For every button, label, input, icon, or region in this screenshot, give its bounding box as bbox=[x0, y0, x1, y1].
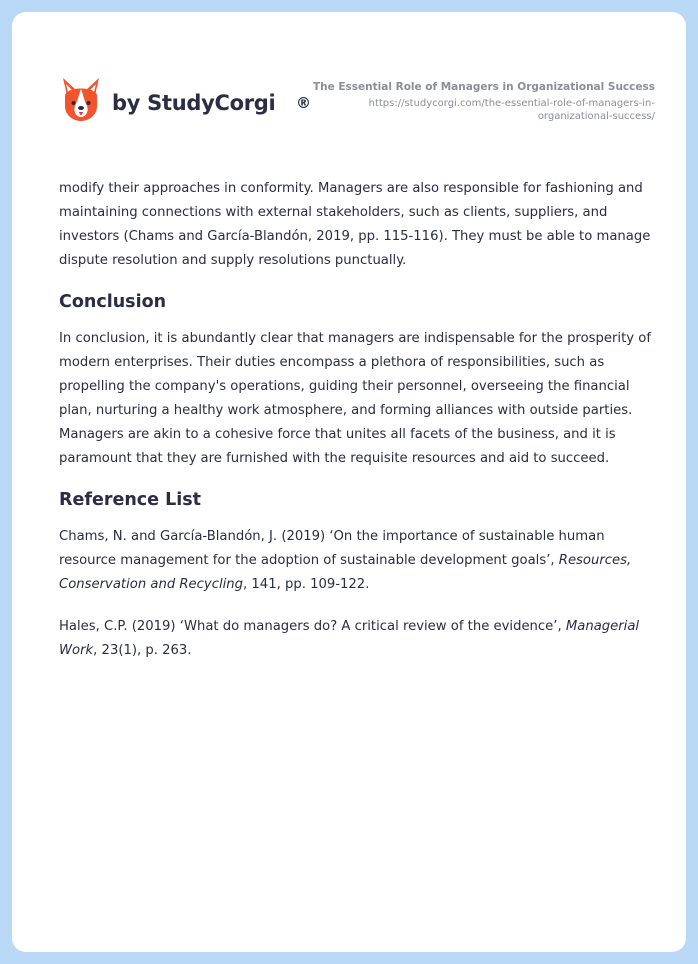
reference-entry bbox=[59, 525, 659, 597]
document-content bbox=[59, 177, 659, 663]
intro-paragraph: modify their approaches in conformity. Managers are also responsible for fashioning and maintaining connections with external stakeholders, such as clients, suppliers, and investors (Chams and García-Blandón, 2019, pp. 115-116). They must be able to manage dispute resolution and supply resolutions punctually. bbox=[59, 181, 651, 268]
reference-entry bbox=[59, 615, 659, 663]
reference-list-heading: Reference List bbox=[59, 490, 202, 510]
reference-text: Chams, N. and García-Blandón, J. (2019) ‘On the importance of sustainable human resource management for the adoption of sustainable development goals’, bbox=[59, 529, 605, 568]
conclusion-paragraph: In conclusion, it is abundantly clear that managers are indispensable for the prosperity of modern enterprises. Their duties encompass a plethora of responsibilities, such as propelling the company's operations, guiding their personnel, overseeing the financial plan, nurturing a healthy work atmosphere, and forming alliances with outside parties. Managers are akin to a cohesive force that unites all facets of the business, and it is paramount that they are furnished with the requisite resources and aid to succeed. bbox=[59, 331, 651, 466]
studycorgi-logo[interactable] bbox=[60, 76, 311, 122]
conclusion-heading: Conclusion bbox=[59, 292, 167, 312]
reference-journal: Resources, Conservation and Recycling bbox=[59, 553, 632, 592]
registered-mark: ® bbox=[296, 94, 311, 112]
document-url-line-2[interactable]: organizational-success/ bbox=[537, 111, 655, 122]
corgi-icon bbox=[60, 76, 102, 122]
brand-name: by StudyCorgi bbox=[112, 91, 276, 115]
reference-journal: Managerial Work bbox=[59, 619, 640, 658]
reference-details: , 141, pp. 109-122. bbox=[243, 577, 370, 592]
document-url[interactable] bbox=[295, 97, 655, 123]
document-page bbox=[12, 12, 686, 952]
document-url-line-1[interactable]: https://studycorgi.com/the-essential-role-of-managers-in- bbox=[368, 98, 655, 109]
reference-details: , 23(1), p. 263. bbox=[93, 643, 192, 658]
document-meta bbox=[295, 80, 655, 123]
reference-text: Hales, C.P. (2019) ‘What do managers do? A critical review of the evidence’, bbox=[59, 619, 566, 634]
document-title: The Essential Role of Managers in Organizational Success bbox=[312, 81, 655, 93]
